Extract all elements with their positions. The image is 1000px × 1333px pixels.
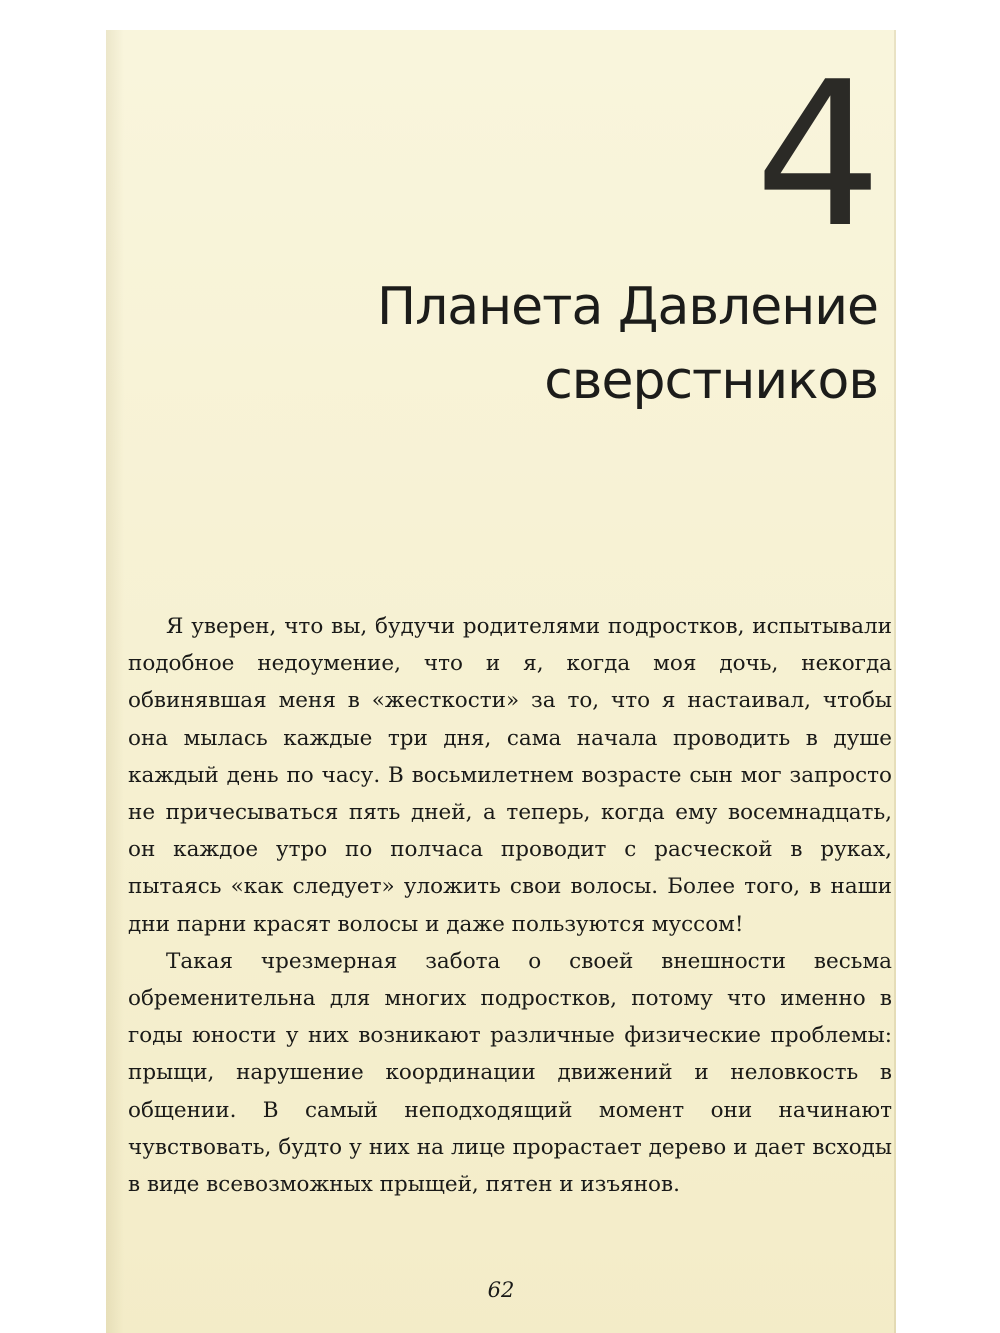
- body-text: [128, 608, 892, 1203]
- chapter-number: 4: [754, 39, 878, 272]
- chapter-title-line-1: Планета Давление: [376, 277, 878, 337]
- paragraph-2: Такая чрезмерная забота о своей внешности весьма обременительна для многих подростков, потому что именно в годы юности у них возникают различные физические проблемы: прыщи, нарушение координации движений и неловкость в общении. В самый неподходящий момент они начинают чувствовать, будто у них на лице прорастает дерево и дает всходы в виде всевозможных прыщей, пятен и изъянов.: [128, 948, 892, 1198]
- book-page: [106, 30, 896, 1333]
- chapter-title: [178, 270, 878, 418]
- paragraph-1: Я уверен, что вы, будучи родителями подростков, испытывали подобное недоумение, что и я, когда моя дочь, некогда обвинявшая меня в «жесткости» за то, что я настаивал, чтобы она мылась каждые три дня, сама начала проводить в душе каждый день по часу. В восьмилетнем возрасте сын мог запросто не причесываться пять дней, а теперь, когда ему восемнадцать, он каждое утро по полчаса проводит с расческой в руках, пытаясь «как следует» уложить свои волосы. Более того, в наши дни парни красят волосы и даже пользуются муссом!: [128, 614, 892, 937]
- page-number: 62: [487, 1278, 515, 1302]
- chapter-title-line-2: сверстников: [544, 351, 878, 411]
